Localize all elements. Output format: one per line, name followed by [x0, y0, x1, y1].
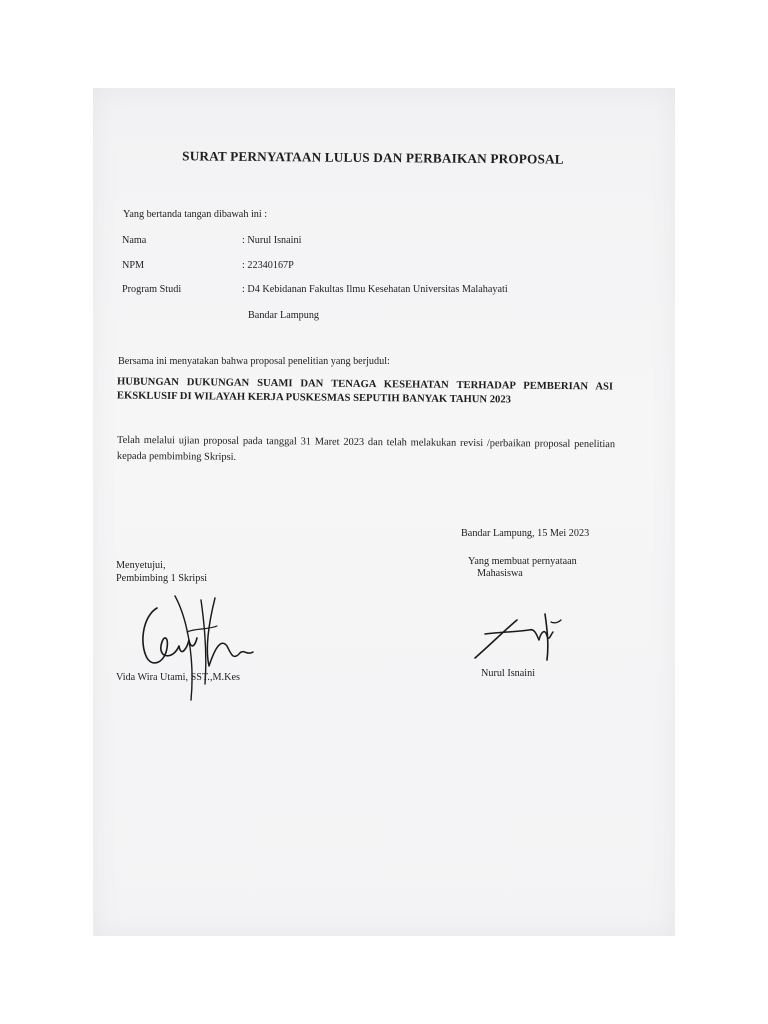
- intro-text: Yang bertanda tangan dibawah ini :: [123, 209, 268, 220]
- student-name: Nurul Isnaini: [481, 668, 536, 679]
- maker-role: Mahasiswa: [477, 568, 523, 579]
- supervisor-signature: [135, 588, 275, 713]
- name-label: Nama: [122, 235, 147, 246]
- exam-statement: Telah melalui ujian proposal pada tanggal 31 Maret 2023 dan telah melakukan revisi /perbaikan proposal penelitian kepada pembimbing Skripsi.: [116, 434, 616, 463]
- place-date: Bandar Lampung, 15 Mei 2023: [461, 528, 590, 539]
- document-page: SURAT PERNYATAAN LULUS DAN PERBAIKAN PROPOSAL Yang bertanda tangan dibawah ini : Nama : Nurul Isnaini NPM : 22340167P Program Studi : D4 Kebidanan Fakultas Ilmu Kesehatan Universitas Malahayati Bandar Lampung Bersama ini menyatakan bahwa proposal penelitian yang berjudul: HUBUNGAN DUKUNGAN SUAMI DAN TENAGA KESEHATAN TERHADAP PEMBERIAN ASI EKSKLUSIF DI WILAYAH KERJA PUSKESMAS SEPUTIH BANYAK TAHUN 2023 Telah melalui ujian proposal pada tanggal 31 Maret 2023 dan telah melakukan revisi /perbaikan proposal penelitian kepada pembimbing Skripsi. Bandar Lampung, 15 Mei 2023 Yang membuat pernyataan Mahasiswa Menyetujui, Pembimbing 1 Skripsi Vida Wira Utami, SST.,M.Kes Nurul Isnaini: [93, 88, 675, 936]
- name-value: : Nurul Isnaini: [242, 235, 302, 246]
- supervisor-name: Vida Wira Utami, SST.,M.Kes: [116, 672, 240, 683]
- approval-label: Menyetujui,: [116, 560, 166, 571]
- npm-label: NPM: [122, 260, 145, 271]
- program-label: Program Studi: [122, 284, 182, 295]
- student-signature: [471, 610, 571, 671]
- npm-value: : 22340167P: [242, 260, 294, 271]
- program-value: : D4 Kebidanan Fakultas Ilmu Kesehatan Universitas Malahayati: [242, 284, 508, 295]
- maker-label: Yang membuat pernyataan: [468, 556, 577, 567]
- document-title: SURAT PERNYATAAN LULUS DAN PERBAIKAN PROPOSAL: [182, 148, 564, 167]
- research-title: HUBUNGAN DUKUNGAN SUAMI DAN TENAGA KESEHATAN TERHADAP PEMBERIAN ASI EKSKLUSIF DI WILAYAH KERJA PUSKESMAS SEPUTIH BANYAK TAHUN 2023: [116, 376, 614, 406]
- supervisor-role: Pembimbing 1 Skripsi: [116, 573, 208, 584]
- statement-text: Bersama ini menyatakan bahwa proposal penelitian yang berjudul:: [118, 356, 390, 367]
